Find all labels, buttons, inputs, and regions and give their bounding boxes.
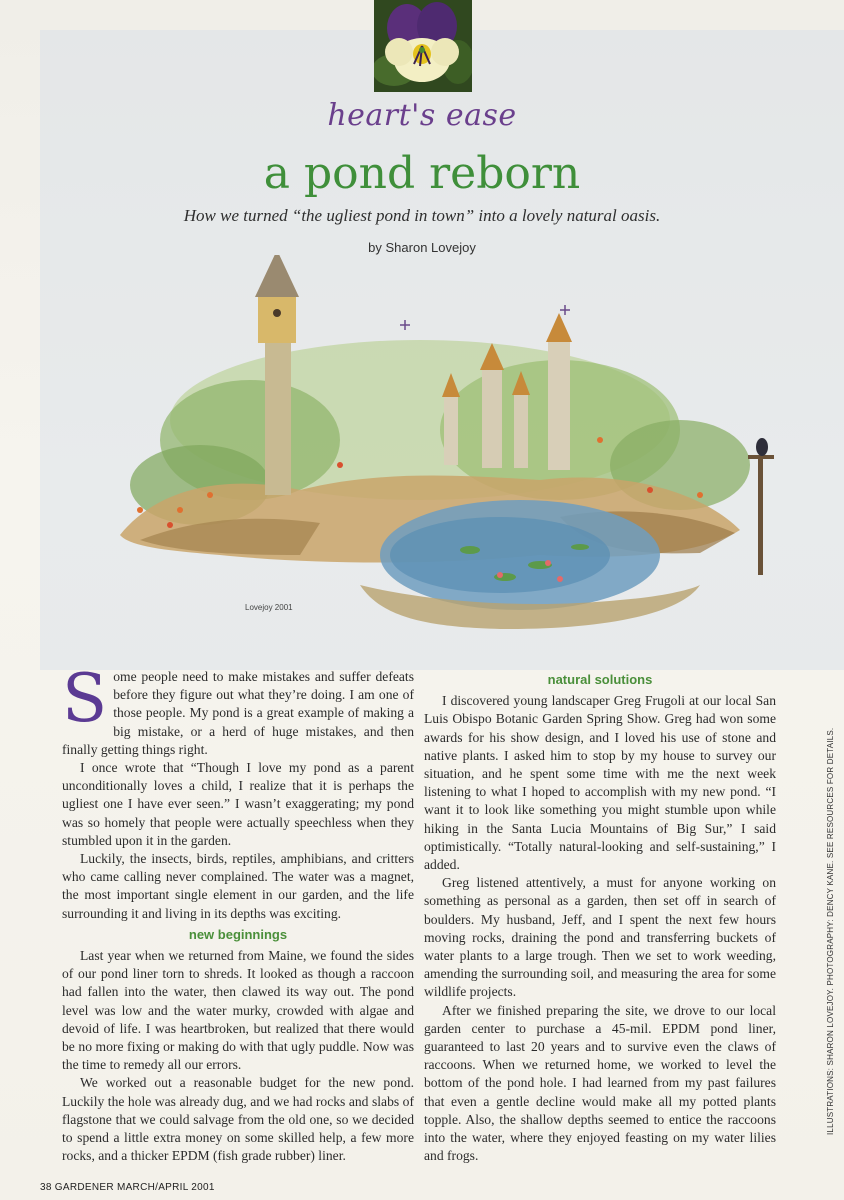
paragraph-7: Greg listened attentively, a must for anyone working on something as personal as a garden, then set off in search of boulders. My husband, Jeff, and I spent the next few hours moving rocks, draining the pond and transferring buckets of water plants to a large trough. Then we set to work weeding, amending the surrounding soil, and measuring the area for some wildlife projects. bbox=[424, 875, 776, 1000]
page-folio: 38 GARDENER MARCH/APRIL 2001 bbox=[40, 1182, 215, 1193]
pansy-photo bbox=[374, 0, 472, 92]
paragraph-1-text: ome people need to make mistakes and suffer defeats before they figure out what they’re doing. I am one of those people. My pond is a great example of making a big mistake, or a herd of huge mistakes, and then finally getting things right. bbox=[62, 669, 414, 757]
paragraph-6: I discovered young landscaper Greg Frugoli at our local San Luis Obispo Botanic Garden Spring Show. Greg had won some awards for his show design, and I loved his use of stone and native plants. I asked him to stop by my house to survey our situation, and he spent some time with me the next week listening to what I hoped to accomplish with my new pond. “I want it to look like something you might stumble upon while hiking in the Santa Lucia Mountains of Big Sur,” I said optimistically. “Totally natural-looking and self-sustaining,” I added. bbox=[424, 693, 776, 873]
section-kicker: heart's ease bbox=[327, 98, 517, 133]
paragraph-4: Last year when we returned from Maine, we found the sides of our pond liner torn to shreds. It looked as though a raccoon had fallen into the water, then clawed its way out. The pond level was low and the water murky, crowded with algae and devoid of life. I was heartbroken, but realized that there would be no more fixing or making do with that ugly puddle. Now was the time to remedy all our errors. bbox=[62, 948, 414, 1073]
headline: a pond reborn bbox=[263, 148, 581, 199]
pond-illustration bbox=[0, 255, 844, 655]
column-right bbox=[424, 668, 776, 1165]
column-left bbox=[62, 660, 414, 1165]
subhead-new-beginnings: new beginnings bbox=[188, 926, 288, 942]
paragraph-3: Luckily, the insects, birds, reptiles, amphibians, and critters who came calling never complained. The water was a magnet, the most important single element in our garden, and the life surrounding it and living in its depths was exciting. bbox=[62, 851, 414, 921]
subhead-natural-solutions: natural solutions bbox=[547, 672, 653, 687]
photo-credit: ILLUSTRATIONS: SHARON LOVEJOY. PHOTOGRAPHY: DENCY KANE. SEE RESOURCES FOR DETAILS. bbox=[826, 727, 835, 1135]
paragraph-2: I once wrote that “Though I love my pond as a parent unconditionally loves a child, I realize that it is perhaps the ugliest one I have ever seen.” I wasn’t exaggerating; my pond was so homely that people were actually speechless when they stumbled upon it in the garden. bbox=[62, 760, 414, 848]
byline: by Sharon Lovejoy bbox=[368, 240, 476, 255]
paragraph-5: We worked out a reasonable budget for the new pond. Luckily the hole was already dug, and we had rocks and slabs of flagstone that we could salvage from the old one, so we decided to spend a little extra money on some skilled help, a few more rocks, and a thicker EPDM (fish grade rubber) liner. bbox=[62, 1075, 414, 1164]
artist-signature: Lovejoy 2001 bbox=[245, 603, 293, 612]
paragraph-8: After we finished preparing the site, we drove to our local garden center to purchase a 45-mil. EPDM pond liner, guaranteed to last 20 years and to survive even the claws of raccoons. When we returned home, we worked to level the bottom of the pond hole. I had learned from my past failures that even a gentle decline would make all my potted plants topple. Also, the shallow depths seemed to entice the raccoons into the water, where they enjoyed feasting on my water lilies and frogs. bbox=[424, 1002, 776, 1164]
paragraph-1 bbox=[62, 660, 414, 759]
drop-cap: S bbox=[62, 660, 108, 737]
deck: How we turned “the ugliest pond in town” into a lovely natural oasis. bbox=[183, 206, 661, 225]
